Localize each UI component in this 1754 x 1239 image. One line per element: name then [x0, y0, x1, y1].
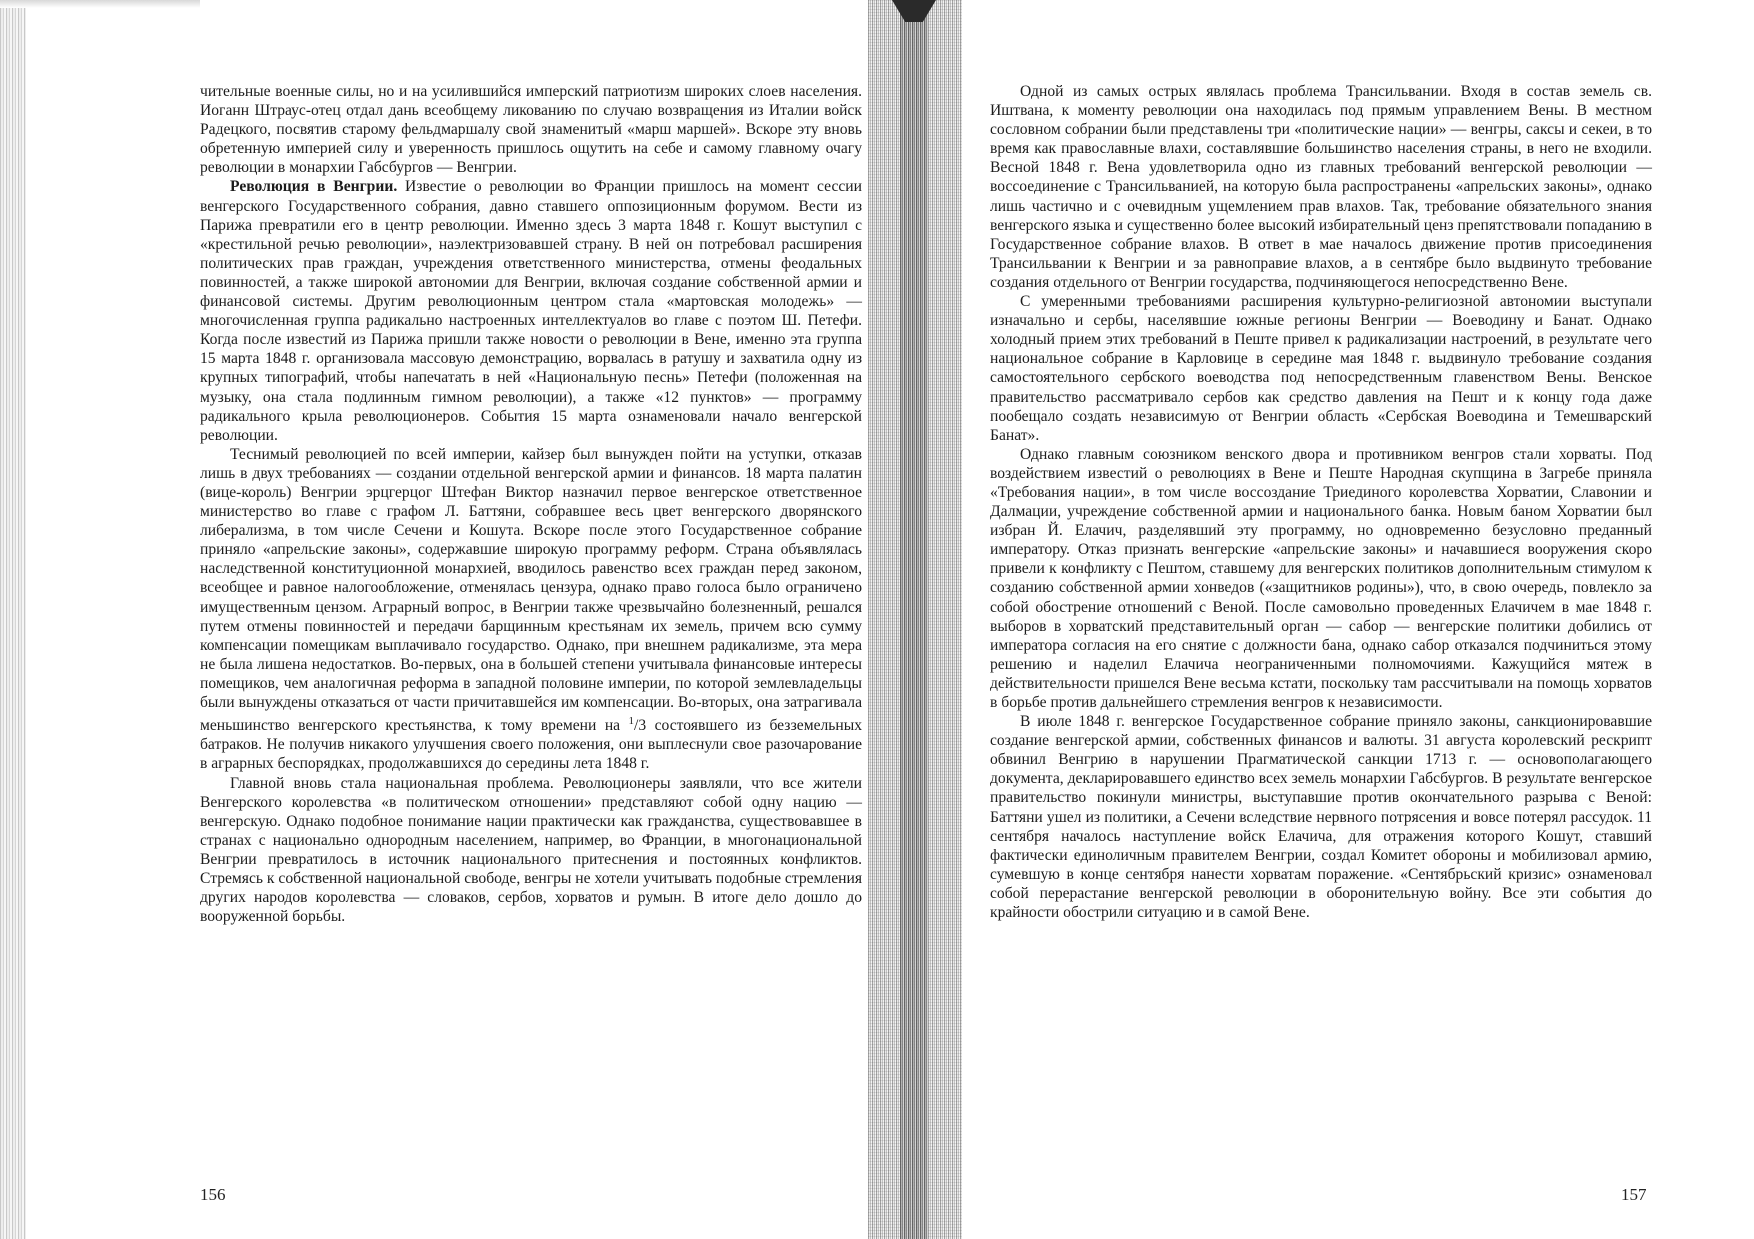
left-paragraph-4: Главной вновь стала национальная проблема. Революционеры заявляли, что все жители Венгерского королевства «в политическом отношении» представляют собой одну нацию — венгерскую. Однако подобное понимание нации практически как гражданства, существовавшее в странах с национально однородным населением, например, во Франции, в многонациональной Венгрии превратилось в источник национального притеснения и постоянных конфликтов. Стремясь к собственной национальной свободе, венгры не хотели учитывать подобные стремления других народов королевства — словаков, сербов, хорватов и румын. В итоге дело дошло до вооруженной борьбы.: [200, 774, 862, 926]
left-paragraph-3: Теснимый революцией по всей империи, кайзер был вынужден пойти на уступки, отказав лишь в двух требованиях — создании отдельной венгерской армии и финансов. 18 марта палатин (вице-король) Венгрии эрцгерцог Штефан Виктор назначил первое венгерское ответственное министерство во главе с графом Л. Баттяни, собравшее весь цвет венгерского дворянского либерализма, в том числе Сечени и Кошута. Вскоре после этого Государственное собрание приняло «апрельские законы», содержавшие широкую программу реформ. Страна объявлялась наследственной конституционной монархией, вводилось равенство всех граждан перед законом, всеобщее и равное налогообложение, отменялась цензура, однако право голоса было ограничено имущественным цензом. Аграрный вопрос, в Венгрии также чрезвычайно болезненный, решался путем отмены повинностей и передачи барщинным крестьянам их земель, причем всю сумму компенсации помещикам выплачивало государство. Однако, при внешнем радикализме, эта мера не была лишена недостатков. Во-первых, она в большей степени учитывала финансовые интересы помещиков, чем аналогичная реформа в западной половине империи, по которой землевладельцы были вынуждены отказаться от части причитавшейся им компенсации. Во-вторых, она затрагивала меньшинство венгерского крестьянства, к тому времени на $^1$/3 состоявшего из безземельных батраков. Не получив никакого улучшения своего положения, они выплеснули свое разочарование в аграрных беспорядках, продолжавшихся до середины лета 1848 г.: [200, 445, 863, 773]
section-heading: Революция в Венгрии.: [230, 178, 398, 196]
right-paragraph-2: С умеренными требованиями расширения культурно-религиозной автономии выступали изначально и сербы, населявшие южные регионы Венгрии — Воеводину и Банат. Однако холодный прием этих требований в Пеште привел к радикализации настроений, в результате чего национальное собрание в Карловице в середине мая 1848 г. выдвинуло требование создания самостоятельного сербского воеводства под непосредственным главенством Вены. Венское правительство рассматривало сербов как средство давления на Пешт и к концу года даже пообещало создать независимую от Венгрии область «Сербская Воеводина и Темешварский Банат».: [990, 293, 1652, 444]
left-paragraph-2: [200, 177, 862, 444]
left-paragraph-3-tail: состоявшего из безземельных батраков. Не получив никакого улучшения своего положения, они выплеснули свое разочарование в аграрных беспорядках, продолжавшихся до середины лета 1848 г.: [200, 717, 863, 773]
left-page: [200, 82, 862, 926]
fraction-numerator: 1: [628, 715, 635, 728]
left-paragraph-3-text: Теснимый революцией по всей империи, кайзер был вынужден пойти на уступки, отказав лишь в двух требованиях — создании отдельной венгерской армии и финансов. 18 марта палатин (вице-король) Венгрии эрцгерцог Штефан Виктор назначил первое венгерское ответственное министерство во главе с графом Л. Баттяни, собравшее весь цвет венгерского дворянского либерализма, в том числе Сечени и Кошута. Вскоре после этого Государственное собрание приняло «апрельские законы», содержавшие широкую программу реформ. Страна объявлялась наследственной конституционной монархией, вводилось равенство всех граждан перед законом, всеобщее и равное налогообложение, отменялась цензура, однако право голоса было ограничено имущественным цензом. Аграрный вопрос, в Венгрии также чрезвычайно болезненный, решался путем отмены повинностей и передачи барщинным крестьянам их земель, причем всю сумму компенсации помещикам выплачивало государство. Однако, при внешнем радикализме, эта мера не была лишена недостатков. Во-первых, она в большей степени учитывала финансовые интересы помещиков, чем аналогичная реформа в западной половине империи, по которой землевладельцы были вынуждены отказаться от части причитавшейся им компенсации. Во-вторых, она затрагивала меньшинство венгерского крестьянства, к тому времени на: [200, 445, 862, 735]
left-paragraph-2-text: Известие о революции во Франции пришлось на момент сессии венгерского Государственного собрания, давно ставшего оппозиционным форумом. Вести из Парижа превратили его в центр революции. Именно здесь 3 марта 1848 г. Кошут выступил с «крестильной речью революции», наэлектризовавшей страну. В ней он потребовал расширения политических прав граждан, учреждения ответственного министерства, отмены феодальных повинностей, а также широкой автономии для Венгрии, включая создание собственной армии и финансовой системы. Другим революционным центром стала «мартовская молодежь» — многочисленная группа радикально настроенных интеллектуалов во главе с поэтом Ш. Петефи. Когда после известий из Парижа пришли также новости о революции в Вене, именно эта группа 15 марта 1848 г. организовала массовую демонстрацию, ворвалась в ратушу и захватила одну из крупных типографий, чтобы напечатать в ней «Национальную песнь» Петефи (положенная на музыку, она стала подлинным гимном революции), а также «12 пунктов» — программу радикального крыла революционеров. События 15 марта ознаменовали начало венгерской революции.: [200, 178, 862, 444]
fraction-denominator: 3: [638, 717, 647, 735]
scan-edge-left: [0, 0, 26, 1239]
right-paragraph-1: Одной из самых острых являлась проблема Трансильвании. Входя в состав земель св. Иштвана, к моменту революции она находилась под прямым управлением Вены. В местном сословном собрании были представлены три «политические нации» — венгры, саксы и секеи, в то время как православные влахи, составлявшие большинство населения страны, в него не входили. Весной 1848 г. Вена удовлетворила одно из главных требований венгерской революции — воссоединение с Трансильванией, на которую была распространены «апрельских законы», однако лишь частично и с очевидным ущемлением прав влахов. Так, требование обязательного знания венгерского языка и существенно более высокий избирательный ценз препятствовали попаданию в Государственное собрание влахов. В ответ в мае началось движение против присоединения Трансильвании к Венгрии и за равноправие влахов, а в сентябре было выдвинуто требование создания отдельного от Венгрии государства, подчиняющегося непосредственно Вене.: [990, 83, 1652, 291]
page-number-right: 157: [1621, 1185, 1647, 1204]
scan-edge-top: [0, 0, 200, 8]
right-paragraph-3: Однако главным союзником венского двора и противником венгров стали хорваты. Под воздействием известий о революциях в Вене и Пеште Народная скупщина в Загребе приняла «Требования нации», в том числе воссоздание Триединого королевства Хорватии, Славонии и Далмации, учреждение собственной армии и национального банка. Новым баном Хорватии был избран Й. Елачич, разделявший эту программу, но одновременно безусловно преданный императору. Отказ признать венгерские «апрельские законы» и начавшиеся вооружения скоро привели к конфликту с Пештом, ставшему для венгерских политиков дополнительным стимулом к созданию собственной армии хонведов («защитников родины»), что, в свою очередь, повлекло за собой обострение отношений с Веной. После самовольно проведенных Елачичем в мае 1848 г. выборов в хорватский представительный орган — сабор — венгерские политики добились от императора согласия на его снятие с должности бана, однако сабор отказался подчиниться этому решению и наделил Елачича неограниченными полномочиями. Кажущийся мятеж в действительности пришелся Вене весьма кстати, поскольку там рассчитывали на помощь хорватов в борьбе против дальнейшего стремления венгров к независимости.: [990, 445, 1652, 711]
page-number-left: 156: [200, 1185, 226, 1204]
right-page: [990, 82, 1652, 922]
right-paragraph-4: В июле 1848 г. венгерское Государственное собрание приняло законы, санкционировавшие создание венгерской армии, собственных финансов и валюты. 31 августа королевский рескрипт обвинил Венгрию в нарушении Прагматической санкции 1713 г. — основополагающего документа, декларировавшего единство всех земель монархии Габсбургов. В результате венгерское правительство покинули министры, выступавшие против окончательного разрыва с Веной: Баттяни ушел из политики, а Сечени вследствие нервного потрясения и вовсе потерял рассудок. 11 сентября началось наступление войск Елачича, для отражения которого Кошут, ставший фактически единоличным правителем Венгрии, создал Комитет обороны и мобилизовал армию, сумевшую в конце сентября нанести хорватам поражение. «Сентябрьский кризис» ознаменовал собой перерастание венгерской революции в оборонительную войну. Все эти события до крайности обострили ситуацию и в самой Вене.: [990, 713, 1652, 922]
book-gutter-core: [900, 0, 928, 1239]
left-paragraph-1: чительные военные силы, но и на усилившийся имперский патриотизм широких слоев населения. Иоганн Штраус-отец отдал дань всеобщему ликованию по случаю возвращения из Италии войск Радецкого, посвятив старому фельдмаршалу свой знаменитый «марш маршей». Вскоре эту вновь обретенную империей силу и уверенность пришлось ощутить на себе и самому главному очагу революции в монархии Габсбургов — Венгрии.: [200, 83, 862, 177]
